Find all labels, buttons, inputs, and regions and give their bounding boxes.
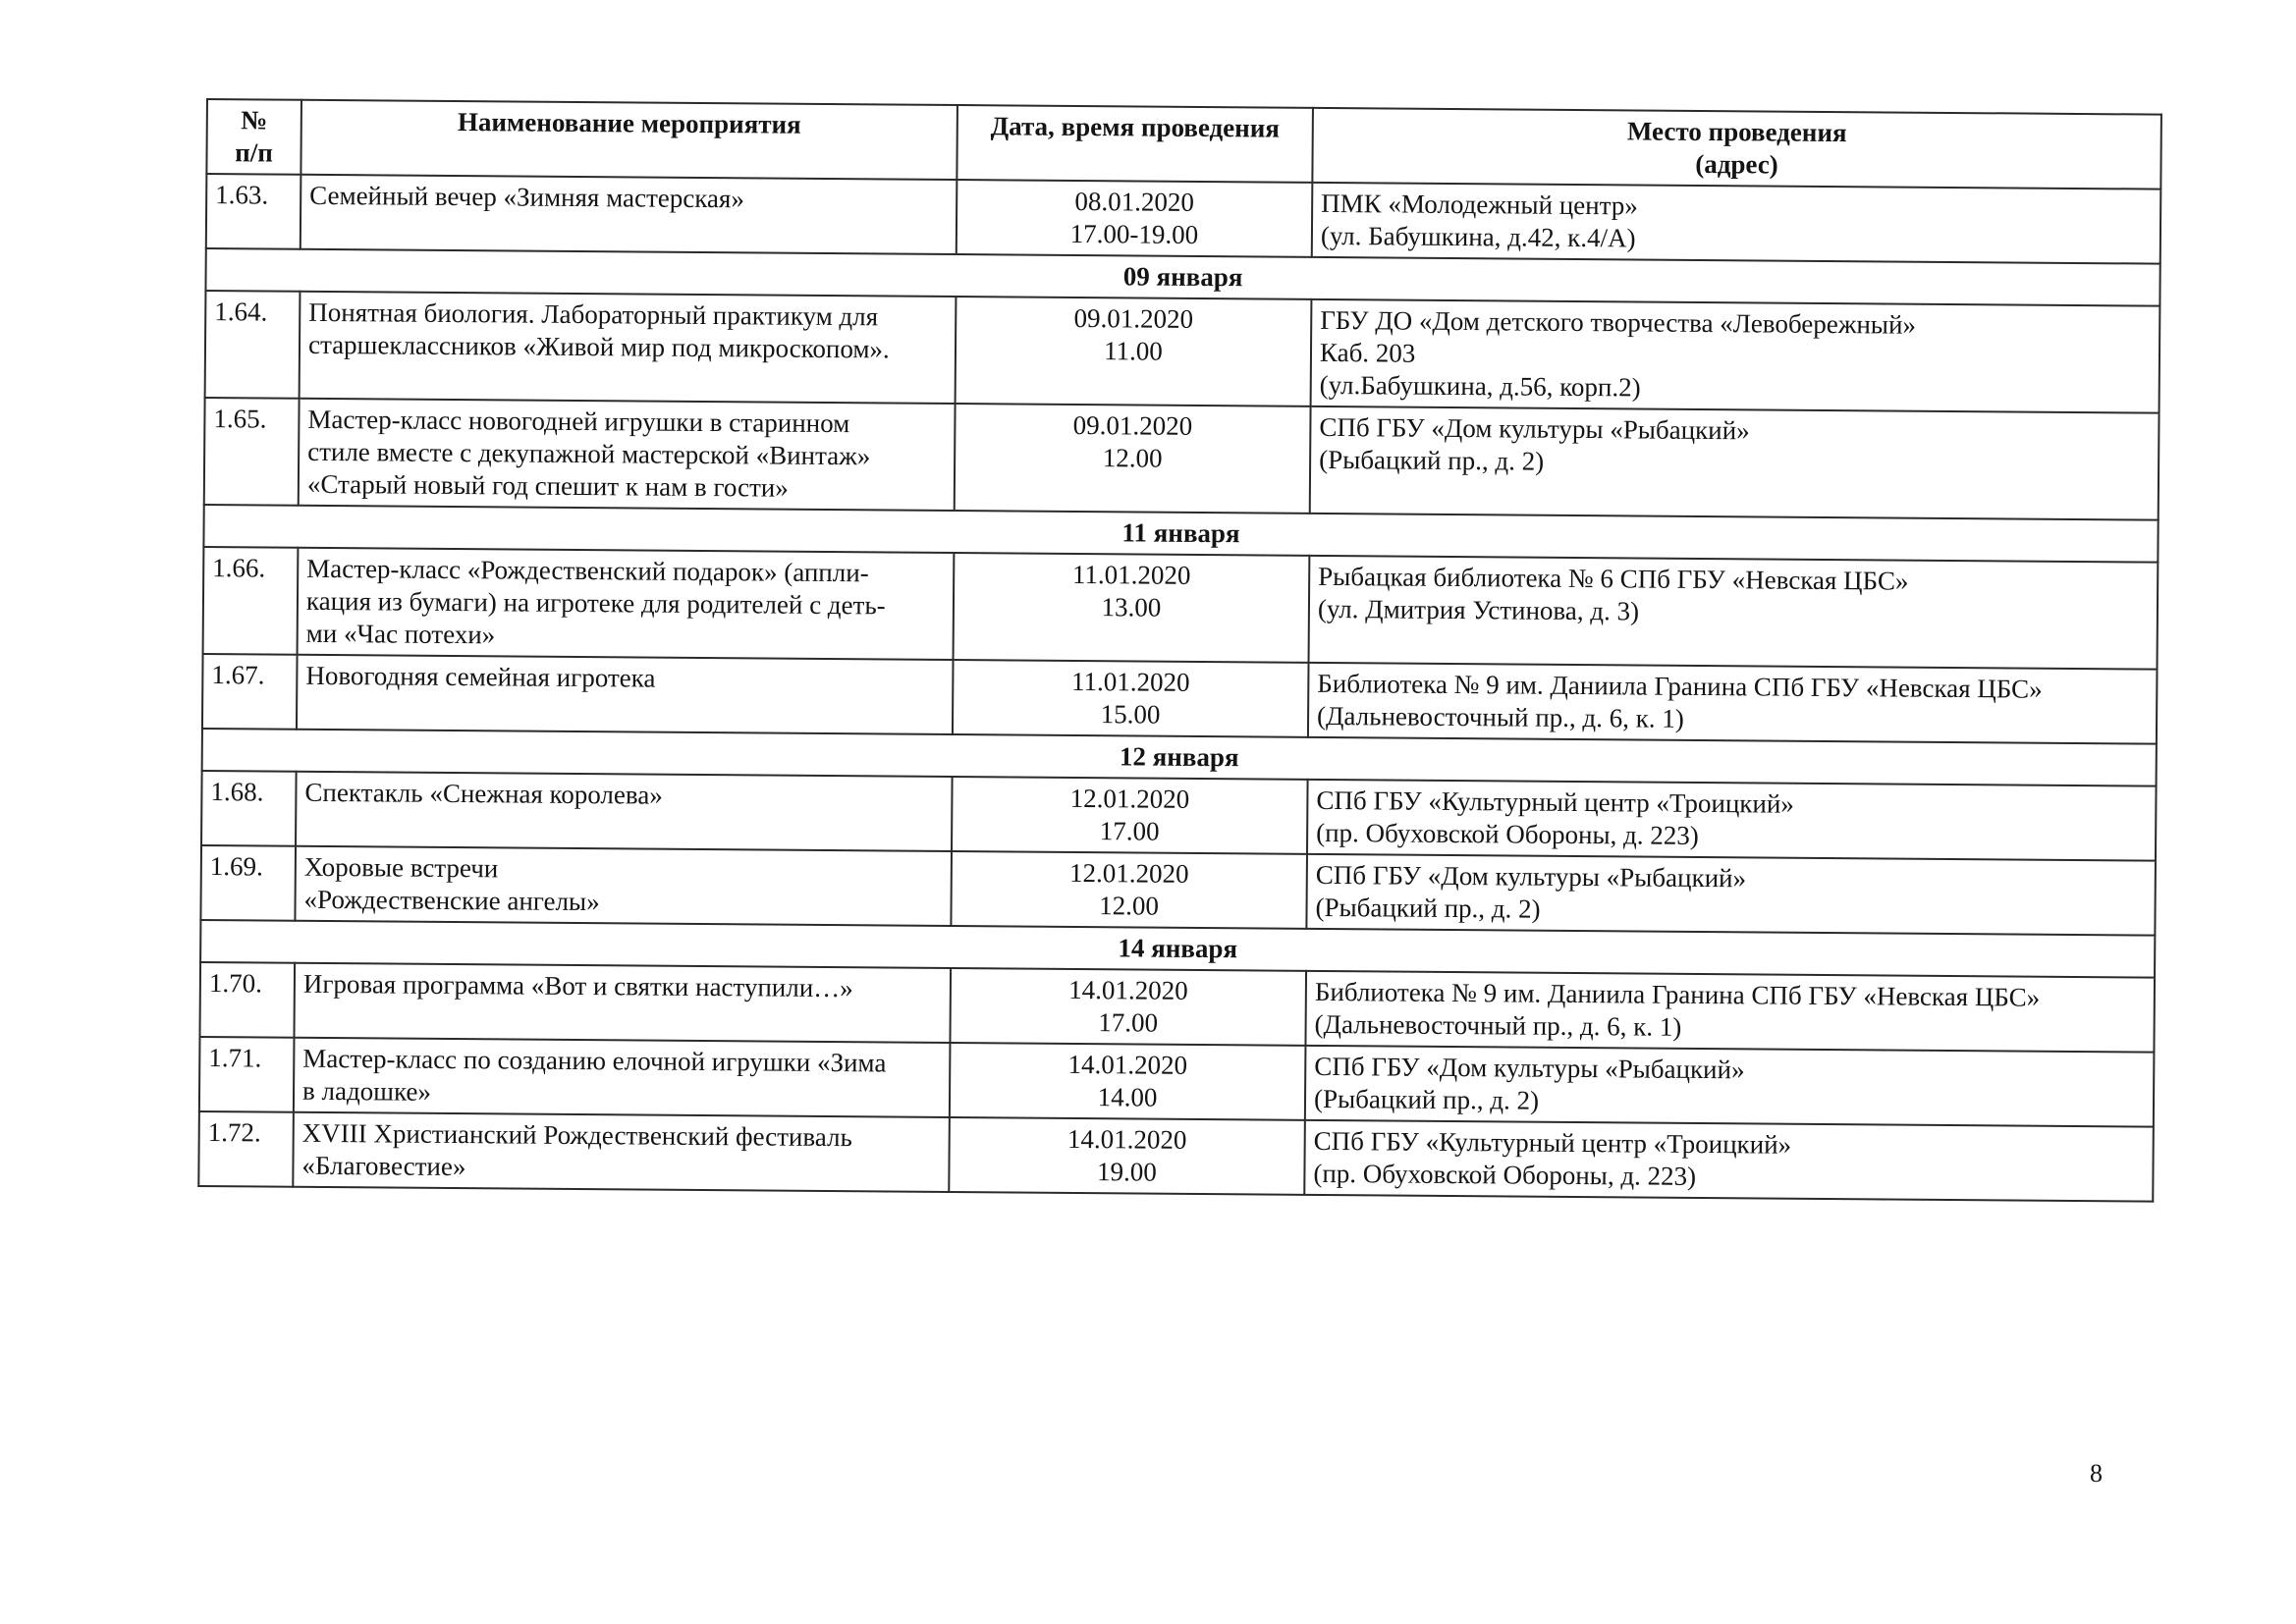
row-number: 1.65. xyxy=(204,398,300,506)
header-date-time: Дата, время проведения xyxy=(957,105,1313,183)
header-event-name: Наименование мероприятия xyxy=(301,100,957,180)
event-name-line: «Рождественские ангелы» xyxy=(303,884,600,917)
event-date-line: 15.00 xyxy=(1100,699,1161,730)
event-name-line: Игровая программа «Вот и святки наступили…» xyxy=(302,968,853,1003)
event-place-line: Каб. 203 xyxy=(1319,337,1416,368)
event-place-line: (пр. Обуховской Обороны, д. 223) xyxy=(1313,1158,1697,1191)
row-number: 1.63. xyxy=(206,174,301,249)
row-number: 1.64. xyxy=(205,291,301,399)
row-number: 1.70. xyxy=(199,962,295,1038)
event-place xyxy=(1304,1120,2154,1202)
header-number-label: п/п xyxy=(235,137,273,168)
event-date-time xyxy=(955,404,1311,514)
event-place-line: (Дальневосточный пр., д. 6, к. 1) xyxy=(1316,700,1684,733)
event-date-time xyxy=(957,180,1313,257)
event-name xyxy=(298,548,955,660)
event-name-line: Мастер-класс по созданию елочной игрушки «Зима xyxy=(302,1043,887,1078)
event-date-line: 13.00 xyxy=(1101,592,1162,623)
event-place-line: (ул. Дмитрия Устинова, д. 3) xyxy=(1317,593,1640,626)
table-row xyxy=(204,398,2159,520)
event-name xyxy=(295,846,952,926)
event-place xyxy=(1308,663,2158,744)
event-date-line: 14.01.2020 xyxy=(1067,1049,1188,1080)
event-date-line: 12.01.2020 xyxy=(1068,857,1189,889)
event-place xyxy=(1311,299,2160,413)
events-table xyxy=(197,98,2162,1203)
event-date-line: 17.00 xyxy=(1098,1007,1159,1038)
event-name-line: ми «Час потехи» xyxy=(305,618,496,650)
event-name-line: «Благовестие» xyxy=(301,1150,466,1182)
table-body xyxy=(198,174,2160,1202)
event-place-line: СПб ГБУ «Дом культуры «Рыбацкий» xyxy=(1314,1051,1745,1085)
event-date-time xyxy=(951,851,1307,929)
event-date-time xyxy=(952,777,1308,854)
event-date-line: 17.00-19.00 xyxy=(1069,218,1199,249)
event-name-line: Новогодняя семейная игротека xyxy=(305,660,656,693)
event-place-line: (ул.Бабушкина, д.56, корп.2) xyxy=(1319,369,1641,403)
event-date-time xyxy=(954,553,1310,663)
event-date-line: 11.00 xyxy=(1104,336,1163,366)
header-number xyxy=(206,99,301,175)
header-place-address: (адрес) xyxy=(1695,148,1778,180)
event-name-line: Мастер-класс новогодней игрушки в старинном xyxy=(307,404,850,439)
event-place-line: (Рыбацкий пр., д. 2) xyxy=(1315,892,1541,924)
event-name xyxy=(301,175,957,254)
event-name-line: стиле вместе с декупажной мастерской «Винтаж» xyxy=(307,436,871,471)
table-row xyxy=(203,547,2159,670)
row-number: 1.69. xyxy=(200,845,296,921)
event-place-line: (ул. Бабушкина, д.42, к.4/А) xyxy=(1320,220,1636,253)
event-place-line: (Рыбацкий пр., д. 2) xyxy=(1313,1083,1540,1115)
event-name-line: Спектакль «Снежная королева» xyxy=(304,777,663,810)
event-date-line: 12.01.2020 xyxy=(1069,783,1190,814)
header-place-label: Место проведения xyxy=(1626,116,1847,148)
row-number: 1.66. xyxy=(203,547,299,655)
event-place-line: Библиотека № 9 им. Даниила Гранина СПб ГБУ «Невская ЦБС» xyxy=(1314,976,2041,1012)
event-date-line: 09.01.2020 xyxy=(1073,302,1194,334)
event-date-line: 19.00 xyxy=(1096,1157,1157,1187)
event-place-line: СПб ГБУ «Дом культуры «Рыбацкий» xyxy=(1319,411,1750,446)
event-place xyxy=(1305,1046,2155,1127)
event-name xyxy=(293,1112,950,1192)
event-place-line: (Рыбацкий пр., д. 2) xyxy=(1319,444,1545,476)
header-place xyxy=(1312,108,2161,189)
event-name-line: Семейный вечер «Зимняя мастерская» xyxy=(309,180,745,214)
event-place xyxy=(1309,556,2159,670)
event-date-line: 12.00 xyxy=(1099,891,1160,921)
event-name xyxy=(294,963,951,1043)
event-place-line: Библиотека № 9 им. Даниила Гранина СПб ГБУ «Невская ЦБС» xyxy=(1317,668,2043,704)
event-date-line: 17.00 xyxy=(1099,816,1160,846)
event-name xyxy=(300,292,957,404)
row-number: 1.68. xyxy=(201,771,297,846)
event-place xyxy=(1306,854,2156,936)
day-label: 14 января xyxy=(200,920,2155,978)
event-place-line: СПб ГБУ «Дом культуры «Рыбацкий» xyxy=(1315,859,1747,893)
event-name-line: XVIII Христианский Рождественский фестиваль xyxy=(301,1117,852,1153)
event-date-line: 12.00 xyxy=(1102,443,1163,473)
event-name-line: старшеклассников «Живой мир под микроскопом». xyxy=(307,329,890,364)
event-date-line: 11.01.2020 xyxy=(1071,559,1191,590)
event-name-line: Хоровые встречи xyxy=(303,851,499,884)
event-place-line: ГБУ ДО «Дом детского творчества «Левобережный» xyxy=(1320,304,1917,340)
event-date-time xyxy=(949,1117,1305,1195)
event-date-line: 14.00 xyxy=(1097,1082,1158,1112)
event-name-line: Понятная биология. Лабораторный практикум для xyxy=(308,297,879,332)
event-place-line: СПб ГБУ «Культурный центр «Троицкий» xyxy=(1316,785,1794,819)
event-name-line: Мастер-класс «Рождественский подарок» (аппли- xyxy=(306,553,869,588)
event-place-line: (пр. Обуховской Обороны, д. 223) xyxy=(1316,817,1699,850)
event-place xyxy=(1305,971,2155,1053)
event-name-line: кация из бумаги) на игротеке для родителей с деть- xyxy=(305,585,886,621)
page-number: 8 xyxy=(2090,1459,2103,1488)
event-place xyxy=(1307,780,2157,861)
event-date-time xyxy=(950,968,1306,1046)
day-label: 11 января xyxy=(203,505,2158,563)
event-name xyxy=(294,1038,951,1117)
event-name-line: в ладошке» xyxy=(301,1075,432,1107)
event-date-line: 08.01.2020 xyxy=(1074,186,1195,217)
event-name xyxy=(299,399,956,511)
row-number: 1.67. xyxy=(202,654,298,730)
event-date-time xyxy=(950,1043,1306,1120)
event-date-time xyxy=(956,297,1312,406)
event-place xyxy=(1312,183,2161,264)
table-row xyxy=(198,1111,2154,1202)
event-name-line: «Старый новый год спешит к нам в гости» xyxy=(306,468,789,503)
event-date-line: 09.01.2020 xyxy=(1072,409,1193,441)
event-date-time xyxy=(953,660,1309,737)
event-date-line: 11.01.2020 xyxy=(1070,666,1190,697)
event-place-line: (Дальневосточный пр., д. 6, к. 1) xyxy=(1314,1008,1682,1042)
event-date-line: 14.01.2020 xyxy=(1068,974,1188,1005)
row-number: 1.71. xyxy=(199,1037,295,1112)
row-number: 1.72. xyxy=(198,1111,294,1187)
event-name xyxy=(297,655,954,734)
event-date-line: 14.01.2020 xyxy=(1066,1123,1187,1155)
table-row xyxy=(205,291,2160,413)
event-place-line: СПб ГБУ «Культурный центр «Троицкий» xyxy=(1313,1125,1792,1160)
event-place-line: Рыбацкая библиотека № 6 СПб ГБУ «Невская ЦБС» xyxy=(1318,561,1909,596)
event-name xyxy=(296,772,953,851)
event-place xyxy=(1310,406,2159,520)
event-place-line: ПМК «Молодежный центр» xyxy=(1321,188,1638,221)
header-number-symbol: № xyxy=(241,105,268,135)
day-label: 09 января xyxy=(205,248,2159,306)
day-label: 12 января xyxy=(202,729,2157,786)
